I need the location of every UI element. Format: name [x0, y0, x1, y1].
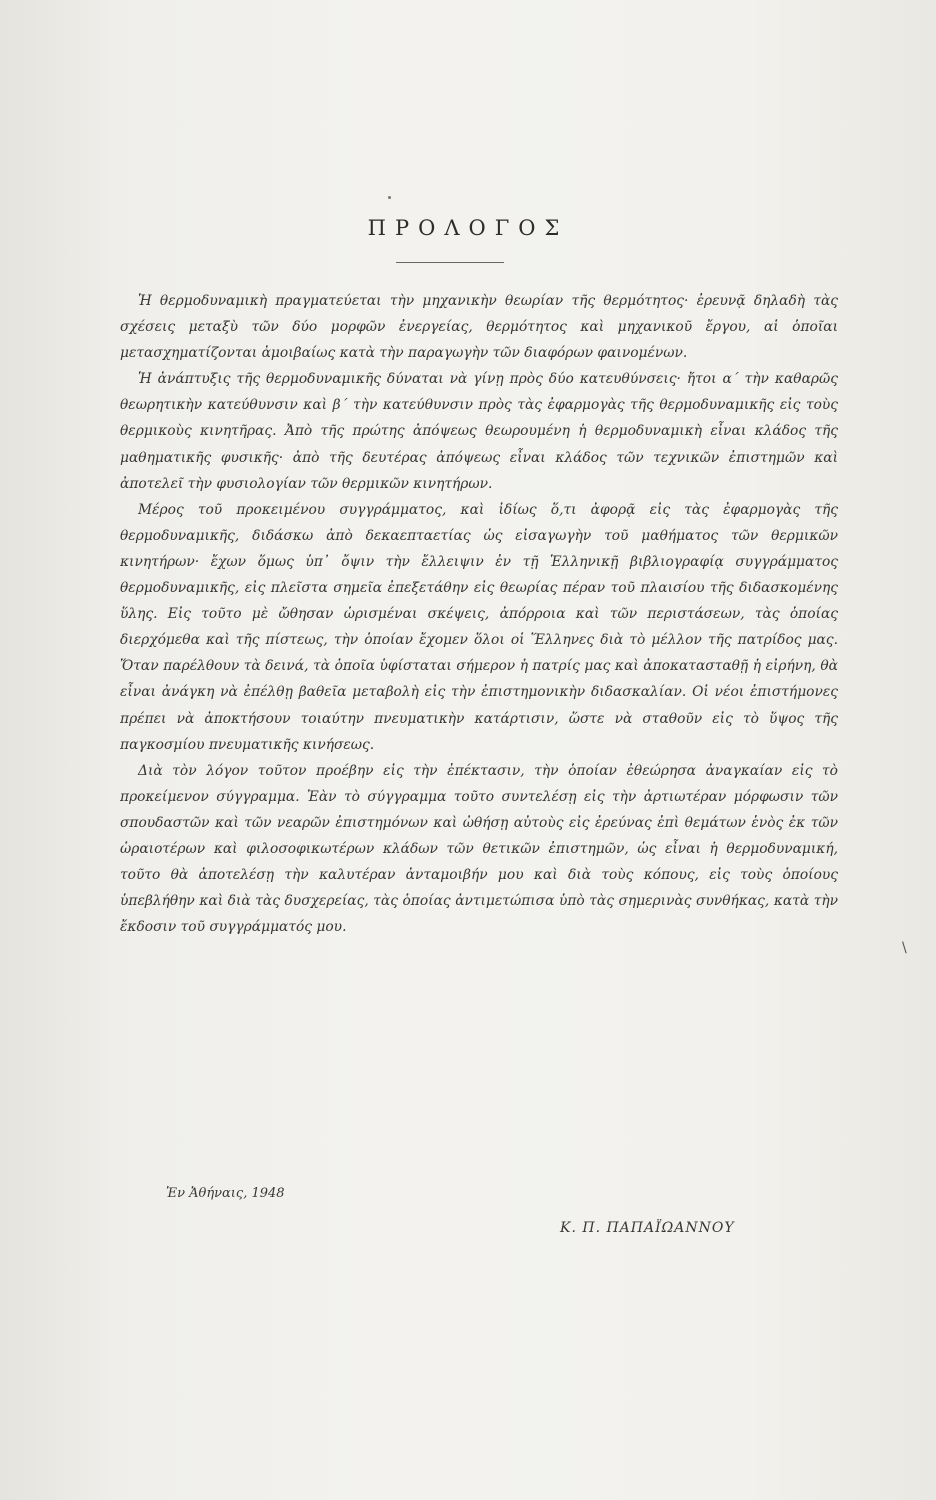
place-and-date: Ἐν Ἀθήναις, 1948	[166, 1186, 285, 1201]
margin-pencil-mark: \	[902, 940, 907, 956]
page-title: ΠΡΟΛΟΓΟΣ	[367, 216, 569, 240]
paragraph-4: Διὰ τὸν λόγον τοῦτον προέβην εἰς τὴν ἐπέκτασιν, τὴν ὁποίαν ἐθεώρησα ἀναγκαίαν εἰς τὸ προκείμενον σύγγραμμα. Ἐὰν τὸ σύγγραμμα τοῦτο συντελέσῃ εἰς τὴν ἀρτιωτέραν μόρφωσιν τῶν σπουδαστῶν καὶ τῶν νεαρῶν ἐπιστημόνων καὶ ὠθήσῃ αὐτοὺς εἰς ἐρεύνας ἐπὶ θεμάτων ἑνὸς ἐκ τῶν ὡραιοτέρων καὶ φιλοσοφικωτέρων κλάδων τῶν θετικῶν ἐπιστημῶν, ὡς εἶναι ἡ θερμοδυναμική, τοῦτο θὰ ἀποτελέσῃ τὴν καλυτέραν ἀνταμοιβήν μου καὶ διὰ τοὺς κόπους, εἰς τοὺς ὁποίους ὑπεβλήθην καὶ διὰ τὰς δυσχερείας, τὰς ὁποίας ἀντιμετώπισα ὑπὸ τὰς σημερινὰς συνθήκας, κατὰ τὴν ἔκδοσιν τοῦ συγγράμματός μου.	[120, 762, 838, 936]
paragraph-2: Ἡ ἀνάπτυξις τῆς θερμοδυναμικῆς δύναται νὰ γίνῃ πρὸς δύο κατευθύνσεις· ἤτοι α΄ τὴν καθαρῶς θεωρητικὴν κατεύθυνσιν καὶ β΄ τὴν κατεύθυνσιν πρὸς τὰς ἐφαρμογὰς τῆς θερμοδυναμικῆς εἰς τοὺς θερμικοὺς κινητῆρας. Ἀπὸ τῆς πρώτης ἀπόψεως θεωρουμένη ἡ θερμοδυναμικὴ εἶναι κλάδος τῆς μαθηματικῆς φυσικῆς· ἀπὸ τῆς δευτέρας ἀπόψεως εἶναι κλάδος τῶν τεχνικῶν ἐπιστημῶν καὶ ἀποτελεῖ τὴν φυσιολογίαν τῶν θερμικῶν κινητήρων.	[120, 371, 838, 492]
title-divider	[396, 262, 504, 263]
paragraph-3: Μέρος τοῦ προκειμένου συγγράμματος, καὶ ἰδίως ὅ,τι ἀφορᾷ εἰς τὰς ἐφαρμογὰς τῆς θερμοδυναμικῆς, διδάσκω ἀπὸ δεκαεπταετίας ὡς εἰσαγωγὴν τοῦ μαθήματος τῶν θερμικῶν κινητήρων· ἔχων ὅμως ὑπ᾽ ὄψιν τὴν ἔλλειψιν ἐν τῇ Ἑλληνικῇ βιβλιογραφίᾳ συγγράμματος θερμοδυναμικῆς, εἰς πλεῖστα σημεῖα ἐπεξετάθην εἰς θεωρίας πέραν τοῦ πλαισίου τῆς διδασκομένης ὕλης. Εἰς τοῦτο μὲ ὤθησαν ὡρισμέναι σκέψεις, ἀπόρροια καὶ τῶν περιστάσεων, τὰς ὁποίας διερχόμεθα καὶ τῆς πίστεως, τὴν ὁποίαν ἔχομεν ὅλοι οἱ Ἕλληνες διὰ τὸ μέλλον τῆς πατρίδος μας. Ὅταν παρέλθουν τὰ δεινά, τὰ ὁποῖα ὑφίσταται σήμερον ἡ πατρίς μας καὶ ἀποκατασταθῇ ἡ εἰρήνη, θὰ εἶναι ἀνάγκη νὰ ἐπέλθῃ βαθεῖα μεταβολὴ εἰς τὴν ἐπιστημονικὴν διδασκαλίαν. Οἱ νέοι ἐπιστήμονες πρέπει νὰ ἀποκτήσουν τοιαύτην πνευματικὴν κατάρτισιν, ὥστε νὰ σταθοῦν εἰς τὸ ὕψος τῆς παγκοσμίου πνευματικῆς κινήσεως.	[120, 501, 838, 753]
preface-body	[120, 288, 838, 940]
ink-speck	[388, 196, 391, 199]
paragraph-1: Ἡ θερμοδυναμικὴ πραγματεύεται τὴν μηχανικὴν θεωρίαν τῆς θερμότητος· ἐρευνᾷ δηλαδὴ τὰς σχέσεις μεταξὺ τῶν δύο μορφῶν ἐνεργείας, θερμότητος καὶ μηχανικοῦ ἔργου, αἱ ὁποῖαι μετασχηματίζονται ἀμοιβαίως κατὰ τὴν παραγωγὴν τῶν διαφόρων φαινομένων.	[120, 293, 838, 362]
author-signature: Κ. Π. ΠΑΠΑΪΩΑΝΝΟΥ	[560, 1220, 735, 1236]
